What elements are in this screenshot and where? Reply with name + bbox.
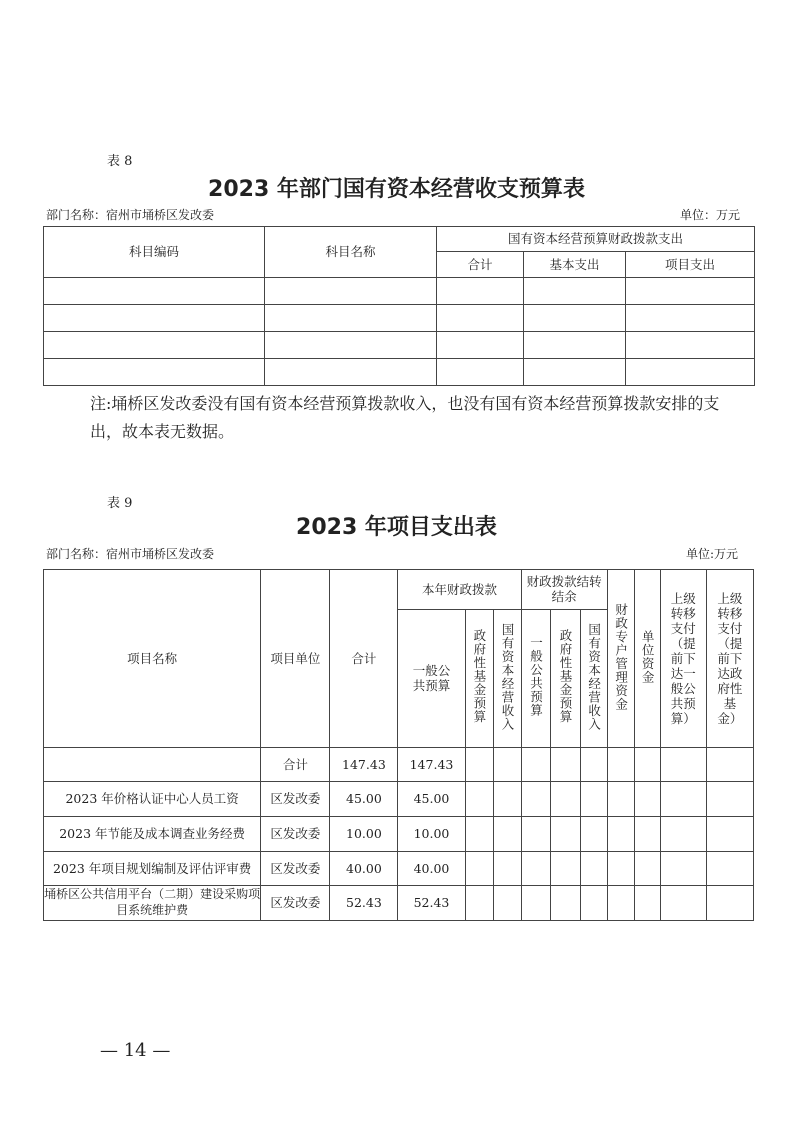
table9-title: 2023 年项目支出表 (296, 515, 497, 540)
header-current-year: 本年财政拨款 (398, 570, 521, 610)
header-gov-fund: 政府性基金预算 (465, 610, 493, 748)
header-project: 项目支出 (626, 252, 755, 278)
table8-label: 表 8 (107, 154, 133, 169)
header-basic: 基本支出 (524, 252, 626, 278)
header-group: 国有资本经营预算财政拨款支出 (437, 227, 755, 252)
table9 (43, 569, 754, 921)
table8-department: 部门名称：宿州市埇桥区发改委 (46, 208, 215, 222)
header-project-name: 项目名称 (44, 570, 261, 748)
header-state-capital: 国有资本经营收入 (493, 610, 521, 748)
table-row (44, 332, 755, 359)
header-transfer-fund: 上级转移支付（提前下达政府性基金） (706, 570, 753, 748)
table-row: 埇桥区公共信用平台（二期）建设采购项目系统维护费 区发改委 52.43 52.43 (44, 886, 754, 921)
table8-unit: 单位：万元 (680, 208, 741, 222)
header-unit-funds: 单位资金 (634, 570, 660, 748)
table8 (43, 226, 755, 386)
table-row (44, 305, 755, 332)
header-general-budget: 一般公共预算 (398, 610, 465, 748)
header-special-account: 财政专户管理资金 (607, 570, 634, 748)
table-row: 2023 年节能及成本调查业务经费 区发改委 10.00 10.00 (44, 817, 754, 852)
header-transfer-general: 上级转移支付（提前下达一般公共预算） (660, 570, 706, 748)
header-carryover: 财政拨款结转结余 (521, 570, 607, 610)
header-total: 合计 (330, 570, 398, 748)
header-code: 科目编码 (44, 227, 265, 278)
table-row: 2023 年项目规划编制及评估评审费 区发改委 40.00 40.00 (44, 852, 754, 886)
table9-label: 表 9 (107, 496, 133, 511)
table-row (44, 278, 755, 305)
table8-title: 2023 年部门国有资本经营收支预算表 (208, 177, 585, 202)
header-co-state-capital: 国有资本经营收入 (580, 610, 607, 748)
header-project-unit: 项目单位 (261, 570, 330, 748)
header-total: 合计 (437, 252, 524, 278)
table-row: 2023 年价格认证中心人员工资 区发改委 45.00 45.00 (44, 782, 754, 817)
table-row (44, 359, 755, 386)
header-co-gov-fund: 政府性基金预算 (550, 610, 580, 748)
table8-note: 注:埇桥区发改委没有国有资本经营预算拨款收入，也没有国有资本经营预算拨款安排的支出，故本表无数据。 (90, 394, 720, 441)
table9-unit: 单位:万元 (686, 547, 739, 561)
header-co-general: 一般公共预算 (521, 610, 550, 748)
table9-department: 部门名称：宿州市埇桥区发改委 (46, 547, 215, 561)
header-name: 科目名称 (265, 227, 437, 278)
table-row: 合计 147.43 147.43 (44, 748, 754, 782)
page-number: — 14 — (100, 1040, 171, 1061)
